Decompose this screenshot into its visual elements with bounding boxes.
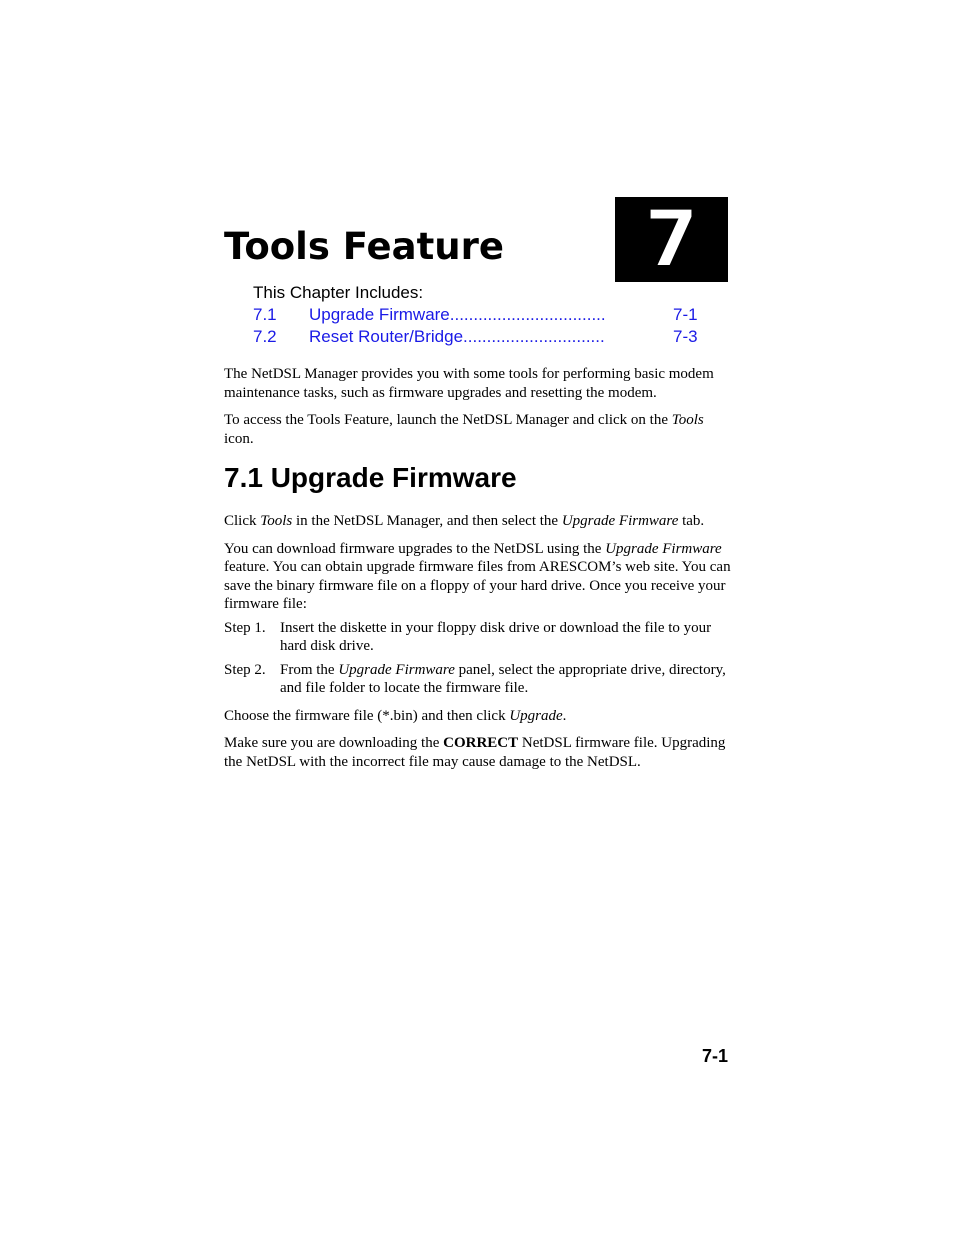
step-text <box>280 661 734 698</box>
toc-item-number: 7.1 <box>253 305 277 324</box>
section-paragraph-2 <box>224 540 734 614</box>
section-body <box>224 512 734 771</box>
toc-item-page: 7-3 <box>673 327 698 346</box>
toc-item-page: 7-1 <box>673 305 698 324</box>
toc-item-label-text: Reset Router/Bridge <box>309 327 464 346</box>
text-run: NetDSL firmware file. Upgrading the NetDSL with the incorrect file may cause damage to the NetDSL. <box>224 735 726 770</box>
tools-emphasis: Tools <box>260 513 293 529</box>
chapter-number: 7 <box>644 194 699 285</box>
section-paragraph-1 <box>224 512 734 531</box>
intro-text <box>224 365 734 448</box>
text-run: icon. <box>224 430 254 447</box>
tools-emphasis: Tools <box>671 412 704 428</box>
step-2 <box>224 661 734 698</box>
toc-item-label: Reset Router/Bridge.............................. <box>309 327 605 346</box>
text-run: in the NetDSL Manager, and then select the <box>292 513 562 529</box>
text-run: panel, select the appropriate drive, directory, and file folder to locate the firmware file. <box>280 661 726 696</box>
correct-strong: CORRECT <box>443 735 519 751</box>
toc-item-reset-router[interactable] <box>253 326 698 348</box>
chapter-number-box <box>615 194 728 285</box>
step-label: Step 1. <box>224 619 266 636</box>
chapter-title: Tools Feature <box>224 225 504 268</box>
panel-emphasis: Upgrade Firmware <box>338 661 455 678</box>
text-run: From the <box>280 661 339 678</box>
toc-item-label: Upgrade Firmware................................. <box>309 305 606 324</box>
text-run: . <box>562 707 567 724</box>
section-title: 7.1 Upgrade Firmware <box>224 462 517 493</box>
text-run: To access the Tools Feature, launch the NetDSL Manager and click on the <box>224 412 672 428</box>
step-label: Step 2. <box>224 661 266 678</box>
text-run: Make sure you are downloading the <box>224 735 444 751</box>
section-paragraph-4 <box>224 734 734 771</box>
text-run: tab. <box>678 513 705 529</box>
step-text: Insert the diskette in your floppy disk drive or download the file to your hard disk drive. <box>280 619 712 654</box>
text-run: Choose the firmware file (*.bin) and then click <box>224 707 510 724</box>
toc-heading: This Chapter Includes: <box>253 283 424 302</box>
section-paragraph-3 <box>224 707 734 726</box>
page-number: 7-1 <box>701 1046 728 1066</box>
toc-item-label-text: Upgrade Firmware <box>309 305 450 324</box>
intro-paragraph-2 <box>224 411 734 448</box>
intro-paragraph-1: The NetDSL Manager provides you with some tools for performing basic modem maintenance tasks, such as firmware upgrades and resetting the modem. <box>224 366 714 401</box>
text-run: You can download firmware upgrades to the NetDSL using the <box>224 540 606 557</box>
toc-item-number: 7.2 <box>253 327 277 346</box>
feature-emphasis: Upgrade Firmware <box>605 540 722 557</box>
upgrade-emphasis: Upgrade <box>509 707 563 724</box>
chapter-toc <box>253 282 698 348</box>
text-run: Click <box>224 513 261 529</box>
step-1 <box>224 619 734 656</box>
toc-item-upgrade-firmware[interactable] <box>253 304 698 326</box>
text-run: feature. You can obtain upgrade firmware files from ARESCOM’s web site. You can save the binary firmware file on a floppy of your hard drive. Once you receive your firmware file: <box>224 559 731 612</box>
tab-emphasis: Upgrade Firmware <box>561 513 679 529</box>
